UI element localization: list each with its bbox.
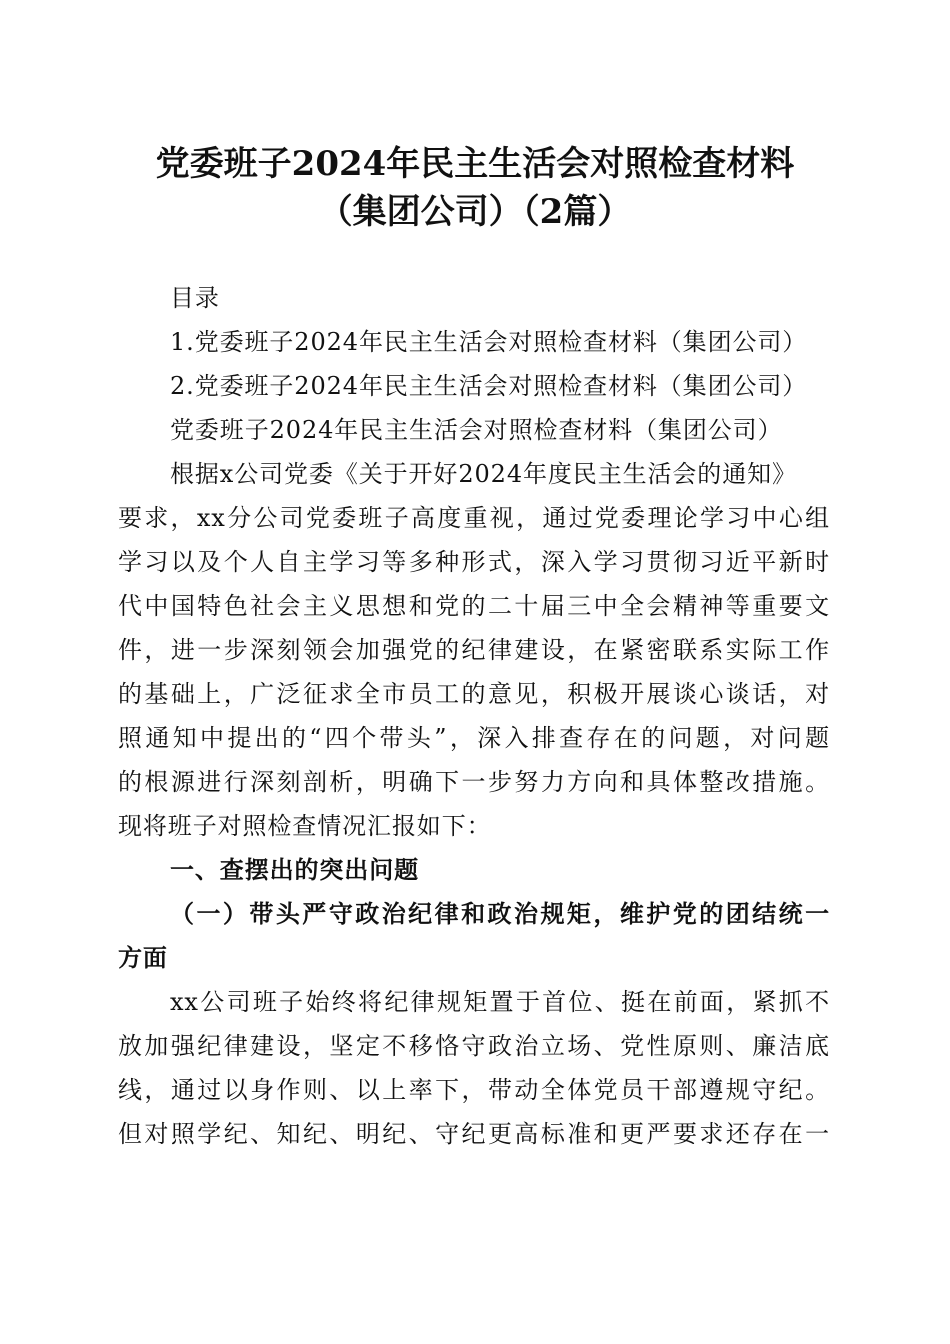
paragraph-line: 放加强纪律建设，坚定不移恪守政治立场、党性原则、廉洁底 bbox=[118, 1032, 830, 1060]
paragraph-line: xx公司班子始终将纪律规矩置于首位、挺在前面，紧抓不 bbox=[170, 988, 830, 1016]
paragraph-line: 线，通过以身作则、以上率下，带动全体党员干部遵规守纪。 bbox=[118, 1076, 830, 1104]
document-title-line-1: 党委班子2024年民主生活会对照检查材料 bbox=[155, 144, 795, 184]
paragraph-line: 但对照学纪、知纪、明纪、守纪更高标准和更严要求还存在一 bbox=[118, 1120, 830, 1148]
subsection-heading-1: （一）带头严守政治纪律和政治规矩，维护党的团结统一 bbox=[170, 899, 830, 928]
intro-paragraph-line: 的基础上，广泛征求全市员工的意见，积极开展谈心谈话，对 bbox=[118, 680, 830, 708]
intro-paragraph-line: 代中国特色社会主义思想和党的二十届三中全会精神等重要文 bbox=[118, 592, 830, 620]
article-title: 党委班子2024年民主生活会对照检查材料（集团公司） bbox=[170, 416, 783, 444]
subsection-heading-1-cont: 方面 bbox=[118, 943, 168, 972]
document-body bbox=[118, 276, 830, 1156]
intro-paragraph-line: 现将班子对照检查情况汇报如下： bbox=[118, 812, 492, 840]
section-heading-1: 一、查摆出的突出问题 bbox=[170, 856, 419, 884]
intro-paragraph-line: 的根源进行深刻剖析，明确下一步努力方向和具体整改措施。 bbox=[118, 768, 830, 796]
intro-paragraph-line: 件，进一步深刻领会加强党的纪律建设，在紧密联系实际工作 bbox=[118, 636, 830, 664]
intro-paragraph-line: 照通知中提出的“四个带头”，深入排查存在的问题，对问题 bbox=[118, 724, 830, 752]
intro-paragraph-line: 根据x公司党委《关于开好2024年度民主生活会的通知》 bbox=[170, 460, 797, 488]
toc-heading: 目录 bbox=[170, 284, 220, 312]
intro-paragraph-line: 要求，xx分公司党委班子高度重视，通过党委理论学习中心组 bbox=[118, 504, 830, 532]
toc-item-2[interactable]: 2.党委班子2024年民主生活会对照检查材料（集团公司） bbox=[170, 372, 808, 400]
intro-paragraph-line: 学习以及个人自主学习等多种形式，深入学习贯彻习近平新时 bbox=[118, 548, 830, 576]
document-title-line-2: （集团公司）（2篇） bbox=[318, 192, 632, 232]
toc-item-1[interactable]: 1.党委班子2024年民主生活会对照检查材料（集团公司） bbox=[170, 328, 808, 356]
